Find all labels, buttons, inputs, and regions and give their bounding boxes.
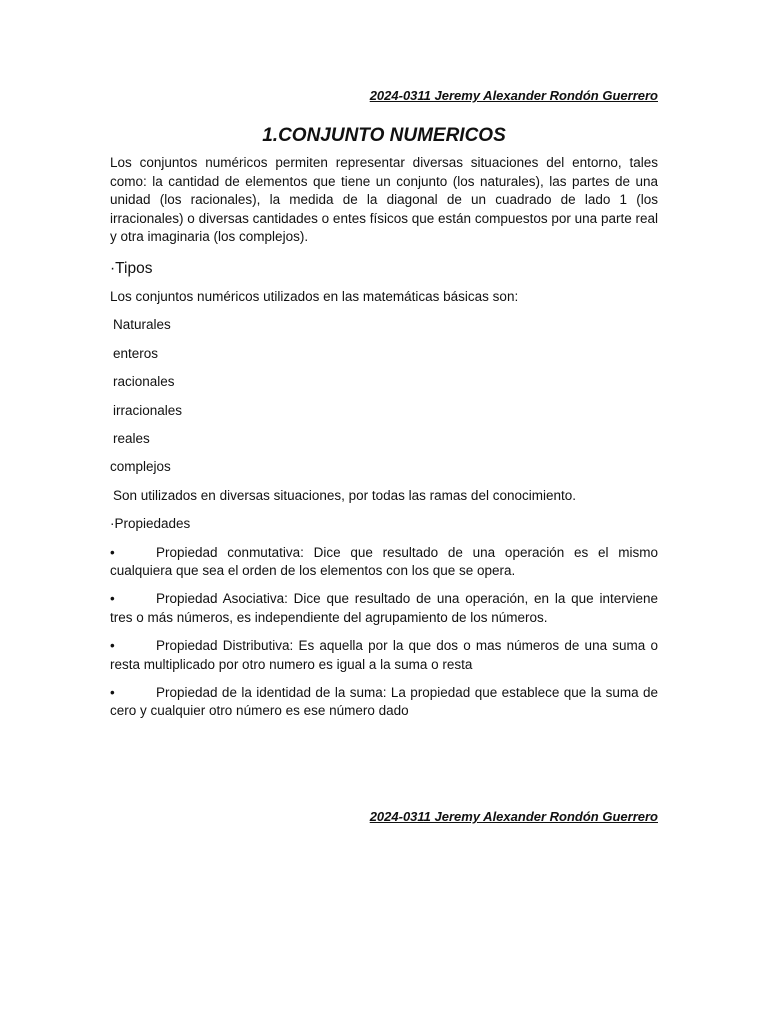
properties-list: [110, 544, 658, 721]
intro-paragraph: Los conjuntos numéricos permiten representar diversas situaciones del entorno, tales como: la cantidad de elementos que tiene un conjunto (los naturales), las partes de una unidad (los racionales), la medida de la diagonal de un cuadrado de lado 1 (los irracionales) o diversas cantidades o entes físicos que están compuestos por una parte real y otra imaginaria (los complejos).: [110, 155, 658, 245]
property-item: [110, 544, 658, 581]
footer-author-line: 2024-0311 Jeremy Alexander Rondón Guerrero: [369, 809, 658, 824]
types-heading: ·Tipos: [110, 259, 153, 277]
property-item: [110, 590, 658, 627]
property-text: Propiedad de la identidad de la suma: La propiedad que establece que la suma de cero y cualquier otro número es ese número dado: [110, 684, 658, 719]
type-item-reales: reales: [113, 430, 150, 446]
bullet-icon: •: [110, 638, 115, 654]
bullet-icon: •: [110, 684, 115, 700]
type-item-naturales: Naturales: [113, 317, 171, 333]
types-list: [110, 316, 658, 477]
bullet-icon: •: [110, 591, 115, 607]
usage-paragraph: Son utilizados en diversas situaciones, por todas las ramas del conocimiento.: [113, 487, 576, 503]
properties-heading: ·Propiedades: [110, 516, 191, 532]
header-author-line: 2024-0311 Jeremy Alexander Rondón Guerrero: [369, 88, 658, 103]
types-lead-paragraph: Los conjuntos numéricos utilizados en las matemáticas básicas son:: [110, 288, 519, 304]
property-text: Propiedad conmutativa: Dice que resultado de una operación es el mismo cualquiera que sea el orden de los elementos con los que se opera.: [110, 544, 658, 579]
property-text: Propiedad Asociativa: Dice que resultado de una operación, en la que interviene tres o más números, es independiente del agrupamiento de los números.: [110, 591, 658, 625]
type-item-irracionales: irracionales: [113, 402, 183, 418]
type-item-complejos: complejos: [110, 459, 171, 475]
type-item-racionales: racionales: [113, 374, 175, 390]
property-item: [110, 637, 658, 674]
property-text: Propiedad Distributiva: Es aquella por la que dos o mas números de una suma o resta multiplicado por otro numero es igual a la suma o resta: [110, 638, 658, 672]
property-item: [110, 684, 658, 721]
document-body: [110, 124, 658, 721]
bullet-icon: •: [110, 544, 115, 560]
type-item-enteros: enteros: [113, 345, 159, 361]
document-title: 1.CONJUNTO NUMERICOS: [262, 125, 506, 146]
